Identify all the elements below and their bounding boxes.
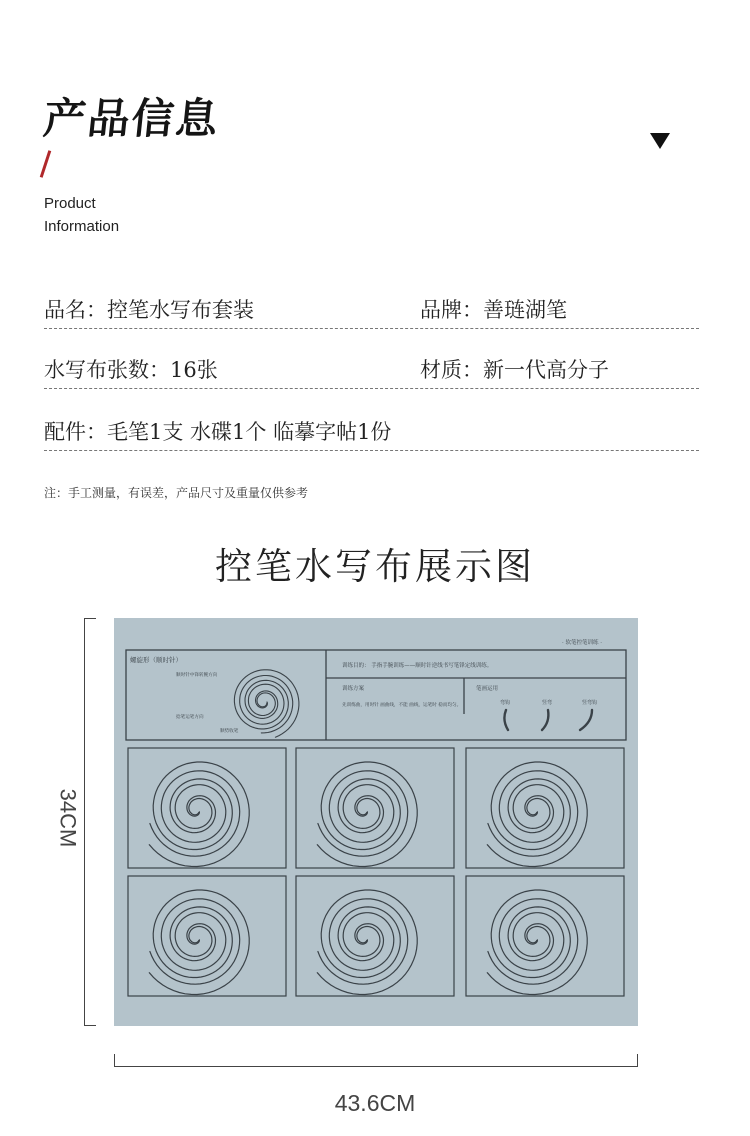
subtitle-line-1: Product (44, 195, 96, 212)
mat-method-text: 先训练曲，用时针 画曲线，不能 曲线，运笔时 稳而均匀。 (342, 703, 462, 708)
mat-stroke-label: 竖弯 (542, 700, 553, 706)
mat-stroke-label: 竖弯钩 (582, 700, 598, 706)
info-accessories: 配件：毛笔1支 水碟1个 临摹字帖1份 (44, 420, 392, 444)
height-dimension-line (84, 618, 85, 1026)
height-dimension-cap-bottom (84, 1025, 96, 1026)
mat-annotation: 捻笔运笔方向 (176, 715, 204, 720)
height-dimension-label: 34CM (55, 788, 81, 848)
width-dimension-cap-left (114, 1054, 115, 1066)
info-row (44, 410, 699, 451)
triangle-down-icon (650, 133, 670, 149)
info-sheet-count: 水写布张数：16张 (44, 358, 218, 382)
height-dimension-cap-top (84, 618, 96, 619)
width-dimension-line (114, 1066, 638, 1067)
info-material: 材质：新一代高分子 (420, 358, 609, 382)
display-section-title: 控笔水写布展示图 (215, 545, 535, 588)
page-title: 产品信息 (41, 94, 223, 143)
mat-header-left-label: 螺旋形（顺时针） (130, 656, 182, 664)
width-dimension-label: 43.6CM (334, 1090, 416, 1116)
mat-stroke-title: 笔画运用 (476, 686, 499, 692)
mat-method-title: 训练方案 (342, 686, 365, 692)
water-writing-cloth-image (114, 618, 638, 1026)
measurement-note: 注：手工测量，有误差，产品尺寸及重量仅供参考 (44, 486, 309, 500)
width-dimension-cap-right (637, 1054, 638, 1066)
mat-corner-label: · 软笔控笔训练 · (562, 640, 602, 646)
mat-annotation: 顺时针中锋转腕方向 (176, 673, 218, 678)
title-slash-accent (40, 150, 52, 178)
mat-stroke-label: 弯钩 (500, 700, 511, 706)
mat-annotation: 顺势收笔 (220, 729, 239, 734)
subtitle-line-2: Information (44, 218, 120, 235)
page-subtitle (44, 192, 119, 238)
info-product-name: 品名：控笔水写布套装 (44, 298, 254, 322)
info-row (44, 348, 699, 389)
info-row (44, 288, 699, 329)
mat-goal-label: 训练目的： 手指手腕训练——顺时针逆线书写笔锋定线训练。 (342, 663, 493, 669)
info-brand: 品牌：善琏湖笔 (420, 298, 567, 322)
